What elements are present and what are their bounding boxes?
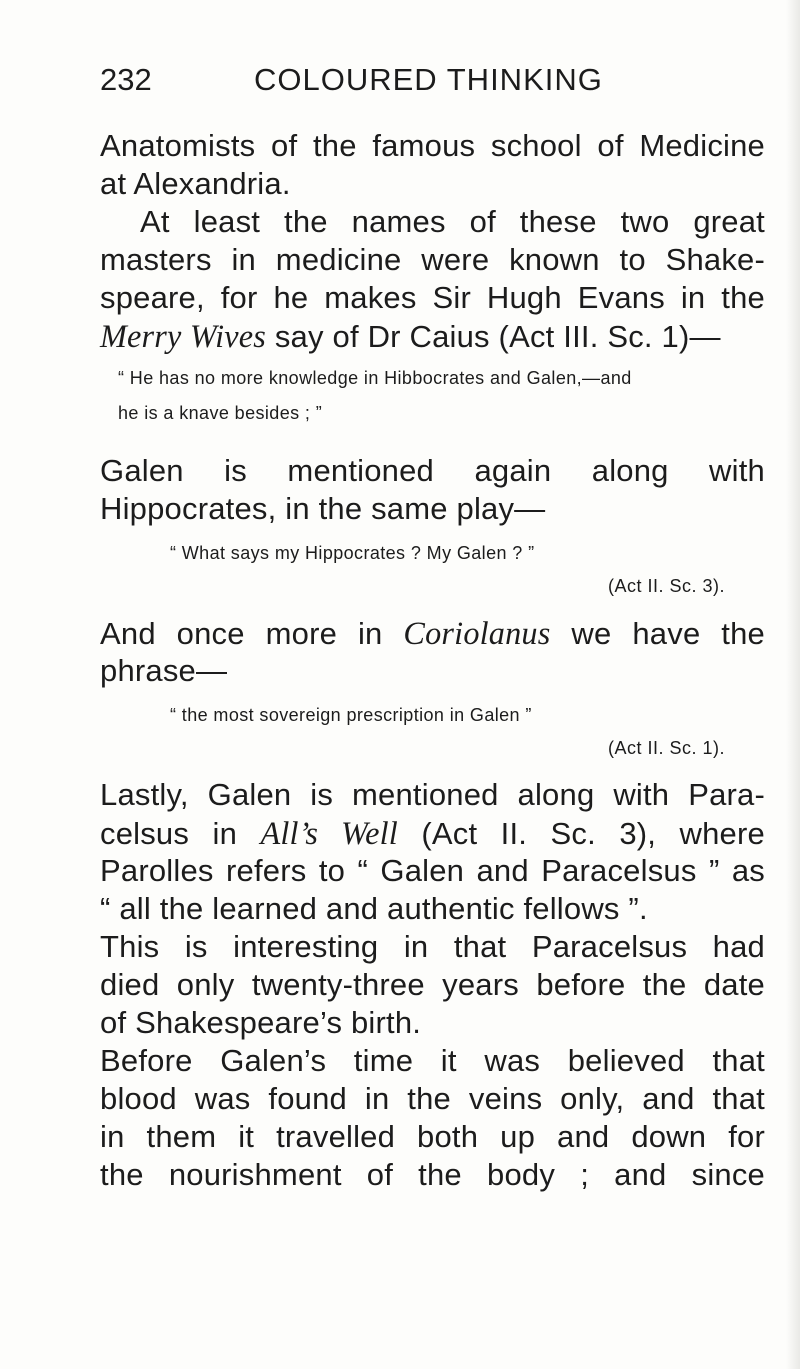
text-line: This is interesting in that Paracelsus had [100, 929, 765, 964]
running-title: COLOURED THINKING [254, 62, 603, 97]
quotation-line: he is a knave besides ; ” [118, 403, 323, 423]
text-span: say of Dr Caius (Act III. Sc. 1)— [274, 319, 721, 354]
quotation-line: “ the most sovereign prescription in Galen ” [170, 705, 532, 725]
quotation-line: “ He has no more knowledge in Hibbocrates and Galen,—and [118, 368, 632, 388]
text-line: Before Galen’s time it was believed that [100, 1043, 765, 1078]
citation: (Act II. Sc. 1). [608, 738, 726, 758]
text-line [100, 814, 765, 853]
page-edge-shadow [786, 0, 800, 1369]
text-line: Parolles refers to “ Galen and Paracelsus ” as [100, 853, 765, 888]
text-line: the nourishment of the body ; and since [100, 1157, 765, 1192]
text-line: blood was found in the veins only, and that [100, 1081, 765, 1116]
text-line: phrase— [100, 653, 228, 688]
text-span: And once more in [100, 616, 383, 651]
text-line: at Alexandria. [100, 166, 291, 201]
text-line [100, 317, 765, 356]
text-line: Hippocrates, in the same play— [100, 491, 546, 526]
text-line: speare, for he makes Sir Hugh Evans in the [100, 280, 765, 315]
text-line: At least the names of these two great [140, 204, 765, 239]
text-line: of Shakespeare’s birth. [100, 1005, 422, 1040]
page-number: 232 [100, 62, 152, 97]
play-title: Merry Wives [100, 318, 267, 354]
text-line [100, 614, 765, 653]
text-line: Lastly, Galen is mentioned along with Para- [100, 777, 765, 812]
text-line: died only twenty-three years before the date [100, 967, 765, 1002]
text-span: (Act II. Sc. 3), where [421, 816, 765, 851]
text-span: celsus in [100, 816, 238, 851]
play-title: Coriolanus [403, 615, 551, 651]
text-line: “ all the learned and authentic fellows ”. [100, 891, 648, 926]
text-line: Galen is mentioned again along with [100, 453, 765, 488]
page-header [100, 60, 765, 100]
text-line: masters in medicine were known to Shake- [100, 242, 765, 277]
text-line: Anatomists of the famous school of Medicine [100, 128, 765, 163]
text-line: in them it travelled both up and down for [100, 1119, 765, 1154]
play-title: All’s Well [260, 815, 398, 851]
quotation-line: “ What says my Hippocrates ? My Galen ? ” [170, 543, 535, 563]
citation: (Act II. Sc. 3). [608, 576, 726, 596]
text-span: we have the [571, 616, 765, 651]
